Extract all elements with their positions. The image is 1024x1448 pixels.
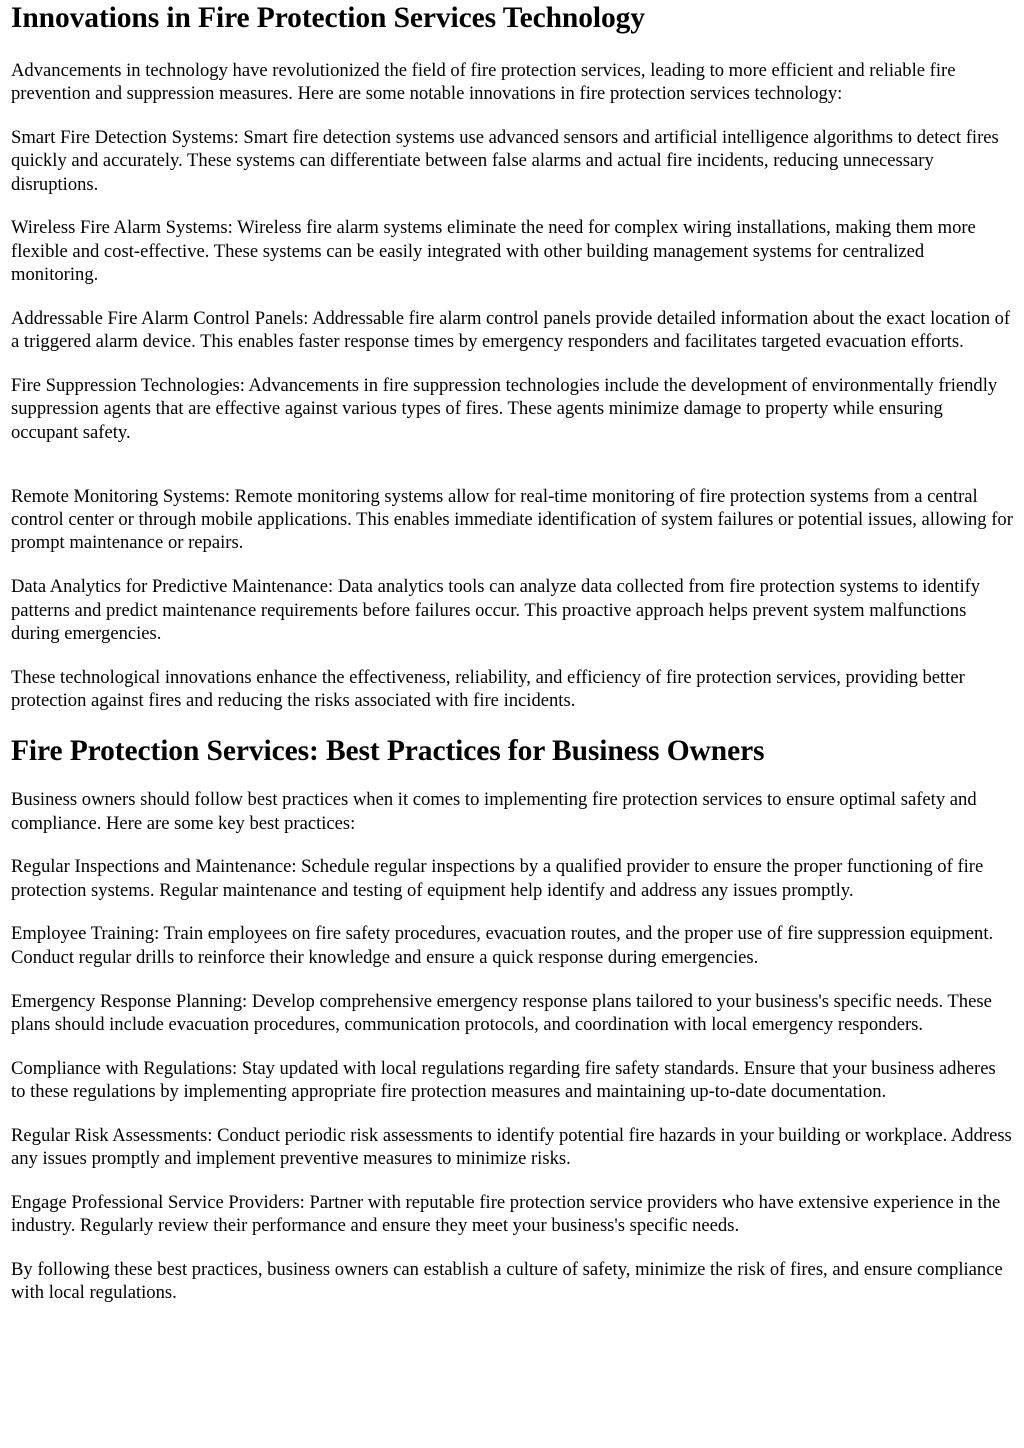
inspections-maintenance-paragraph: Regular Inspections and Maintenance: Schedule regular inspections by a qualified provider to ensure the proper functioning of fire protection systems. Regular maintenance and testing of equipment help identify and address any issues promptly.: [11, 856, 984, 901]
section-1-heading: Innovations in Fire Protection Services Technology: [11, 2, 645, 34]
section-2-heading: Fire Protection Services: Best Practices for Business Owners: [11, 735, 765, 768]
compliance-regulations-paragraph: Compliance with Regulations: Stay updated with local regulations regarding fire safety standards. Ensure that your business adheres to these regulations by implementing appropriate fire protection measures and maintaining up-to-date documentation.: [11, 1057, 996, 1102]
section-1-conclusion-paragraph: These technological innovations enhance the effectiveness, reliability, and efficiency of fire protection services, providing better protection against fires and reducing the risks associated with fire incidents.: [11, 666, 965, 711]
professional-providers-paragraph: Engage Professional Service Providers: Partner with reputable fire protection service providers who have extensive experience in the industry. Regularly review their performance and ensure they meet your business's specific needs.: [11, 1191, 1001, 1237]
wireless-fire-alarm-paragraph: Wireless Fire Alarm Systems: Wireless fire alarm systems eliminate the need for complex wiring installations, making them more flexible and cost-effective. These systems can be easily integrated with other building management systems for centralized monitoring.: [11, 217, 976, 286]
section-2-intro-paragraph: Business owners should follow best practices when it comes to implementing fire protection services to ensure optimal safety and compliance. Here are some key best practices:: [11, 789, 977, 834]
data-analytics-paragraph: Data Analytics for Predictive Maintenance: Data analytics tools can analyze data collected from fire protection systems to identify patterns and predict maintenance requirements before failures occur. This proactive approach helps prevent system malfunctions during emergencies.: [11, 576, 981, 644]
fire-suppression-paragraph: Fire Suppression Technologies: Advancements in fire suppression technologies include the development of environmentally friendly suppression agents that are effective against various types of fires. These agents minimize damage to property while ensuring occupant safety.: [11, 374, 998, 443]
remote-monitoring-paragraph: Remote Monitoring Systems: Remote monitoring systems allow for real-time monitoring of fire protection systems from a central control center or through mobile applications. This enables immediate identification of system failures or potential issues, allowing for prompt maintenance or repairs.: [11, 485, 1013, 554]
risk-assessments-paragraph: Regular Risk Assessments: Conduct periodic risk assessments to identify potential fire hazards in your building or workplace. Address any issues promptly and implement preventive measures to minimize risks.: [11, 1124, 1012, 1169]
emergency-response-planning-paragraph: Emergency Response Planning: Develop comprehensive emergency response plans tailored to your business's specific needs. These plans should include evacuation procedures, communication protocols, and coordination with local emergency responders.: [11, 990, 992, 1035]
section-2-conclusion-paragraph: By following these best practices, business owners can establish a culture of safety, minimize the risk of fires, and ensure compliance with local regulations.: [11, 1258, 1003, 1304]
employee-training-paragraph: Employee Training: Train employees on fire safety procedures, evacuation routes, and the proper use of fire suppression equipment. Conduct regular drills to reinforce their knowledge and ensure a quick response during emergencies.: [11, 923, 994, 968]
section-1-intro-paragraph: Advancements in technology have revolutionized the field of fire protection services, leading to more efficient and reliable fire prevention and suppression measures. Here are some notable innovations in fire protection services technology:: [11, 60, 956, 105]
addressable-control-panels-paragraph: Addressable Fire Alarm Control Panels: Addressable fire alarm control panels provide detailed information about the exact location of a triggered alarm device. This enables faster response times by emergency responders and facilitates targeted evacuation efforts.: [11, 307, 1011, 353]
smart-fire-detection-paragraph: Smart Fire Detection Systems: Smart fire detection systems use advanced sensors and artificial intelligence algorithms to detect fires quickly and accurately. These systems can differentiate between false alarms and actual fire incidents, reducing unnecessary disruptions.: [11, 127, 999, 195]
